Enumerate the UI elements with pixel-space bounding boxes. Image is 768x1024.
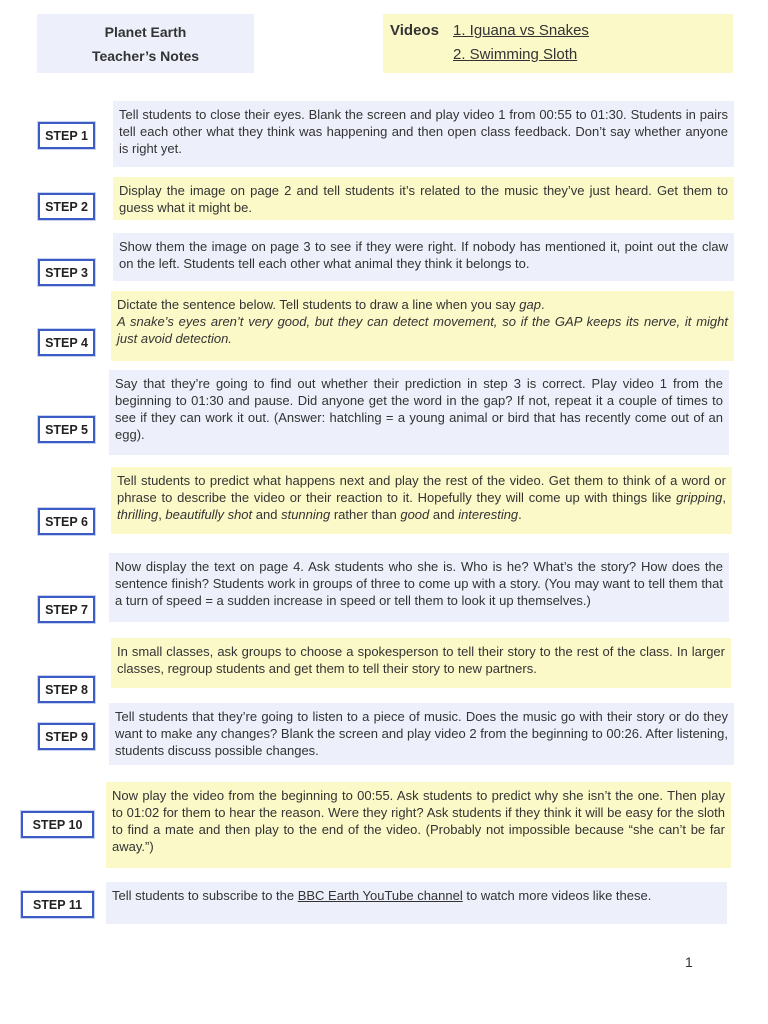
step-5-label: STEP 5 — [38, 416, 95, 443]
step-11-label: STEP 11 — [21, 891, 94, 918]
step-2-text: Display the image on page 2 and tell students it’s related to the music they’ve just heard. Get them to guess what it might be. — [119, 183, 728, 215]
step-3-text: Show them the image on page 3 to see if they were right. If nobody has mentioned it, point out the claw on the left. Students tell each other what animal they think it belongs to. — [119, 239, 728, 271]
videos-label: Videos — [390, 22, 439, 39]
step-1-text: Tell students to close their eyes. Blank the screen and play video 1 from 00:55 to 01:30. Students in pairs tell each other what they think was happening and then open class feedback. Don’t say whether anyone is right yet. — [119, 107, 728, 156]
step-7-text: Now display the text on page 4. Ask students who she is. Who is he? What’s the story? How does the sentence finish? Students work in groups of three to come up with a story. (You may want to tell them that a turn of speed = a sudden increase in speed or tell them to look it up themselves.) — [115, 559, 723, 608]
step-6-label: STEP 6 — [38, 508, 95, 535]
page-number: 1 — [685, 954, 693, 970]
step-4-dictation-sentence: A snake’s eyes aren’t very good, but they can detect movement, so if the GAP keeps its nerve, it might just avoid detection. — [117, 314, 728, 346]
document-title: Planet Earth — [104, 23, 187, 40]
step-10-text: Now play the video from the beginning to 00:55. Ask students to predict why she isn’t the one. Then play to 01:02 for them to hear the reason. Were they right? Ask students if they think it will be easy for the sloth to find a mate and then play to the end of the video. (Probably not impossible because “she can’t be far away.”) — [112, 788, 725, 854]
step-9-text: Tell students that they’re going to listen to a piece of music. Does the music go with their story or do they want to make any changes? Blank the screen and play video 2 from the beginning to 00:26. After listening, students discuss possible changes. — [115, 709, 728, 758]
step-7-box — [109, 553, 729, 622]
video-links — [453, 19, 589, 67]
video-link-iguana-vs-snakes[interactable]: 1. Iguana vs Snakes — [453, 22, 589, 39]
step-4-box — [111, 291, 734, 361]
step-9-box — [109, 703, 734, 765]
step-2-label: STEP 2 — [38, 193, 95, 220]
step-6-box — [111, 467, 732, 534]
videos-box — [383, 14, 733, 73]
step-4-label: STEP 4 — [38, 329, 95, 356]
step-4-instruction: Dictate the sentence below. Tell students to draw a line when you say gap. — [117, 297, 545, 312]
step-5-text: Say that they’re going to find out whether their prediction in step 3 is correct. Play video 1 from the beginning to 01:30 and pause. Did anyone get the word in the gap? If not, repeat it a couple of times to see if they can work it out. (Answer: hatchling = a young animal or bird that has recently come out of an egg). — [115, 376, 723, 442]
step-8-text: In small classes, ask groups to choose a spokesperson to tell their story to the rest of the class. In larger classes, regroup students and get them to tell their story to new partners. — [117, 644, 725, 676]
step-1-label: STEP 1 — [38, 122, 95, 149]
step-7-label: STEP 7 — [38, 596, 95, 623]
step-6-text: Tell students to predict what happens next and play the rest of the video. Get them to think of a word or phrase to describe the video or their reaction to it. Hopefully they will come up with things like gripping, thrilling, beautifully shot and stunning rather than good and interesting. — [117, 473, 726, 522]
step-8-label: STEP 8 — [38, 676, 95, 703]
step-10-label: STEP 10 — [21, 811, 94, 838]
step-2-box — [113, 177, 734, 220]
step-9-label: STEP 9 — [38, 723, 95, 750]
step-8-box — [111, 638, 731, 688]
title-box — [37, 14, 254, 73]
step-11-text: Tell students to subscribe to the BBC Earth YouTube channel to watch more videos like these. — [112, 888, 652, 903]
step-10-box — [106, 782, 731, 868]
step-3-box — [113, 233, 734, 281]
step-3-label: STEP 3 — [38, 259, 95, 286]
bbc-earth-youtube-link[interactable]: BBC Earth YouTube channel — [297, 888, 463, 903]
step-1-box — [113, 101, 734, 167]
video-link-swimming-sloth[interactable]: 2. Swimming Sloth — [453, 46, 578, 63]
document-subtitle: Teacher’s Notes — [91, 47, 200, 64]
step-5-box — [109, 370, 729, 455]
step-11-box — [106, 882, 727, 924]
